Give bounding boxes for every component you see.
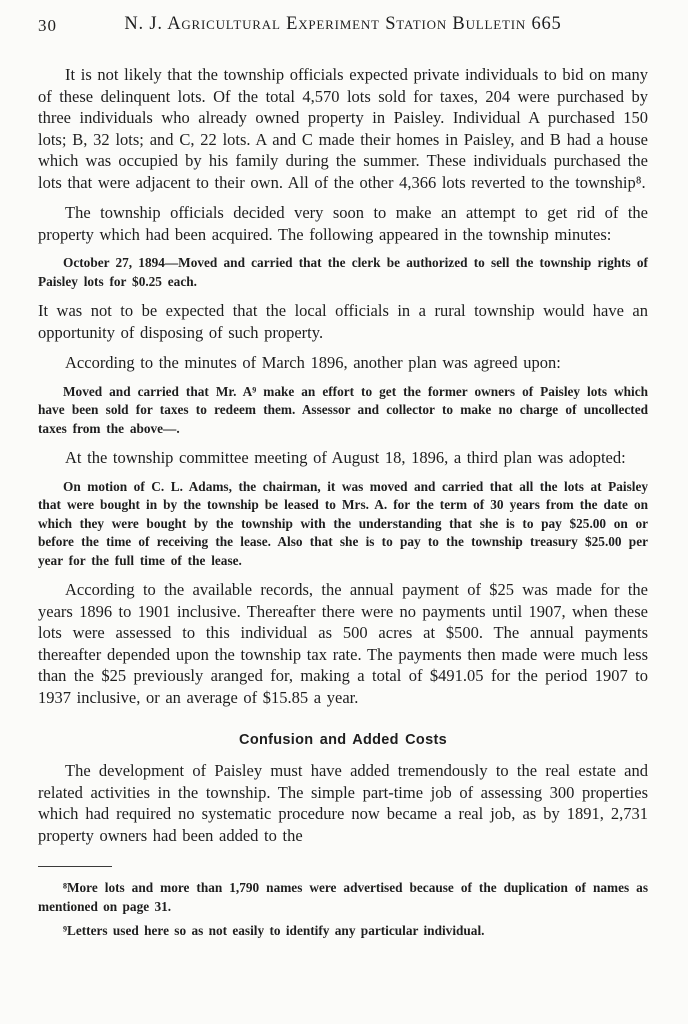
footnote-rule bbox=[38, 866, 112, 867]
paragraph-august-1896-plan: At the township committee meeting of August 18, 1896, a third plan was adopted: bbox=[65, 448, 626, 467]
running-title: N. J. Agricultural Experiment Station Bulletin 665 bbox=[124, 14, 562, 34]
paragraph-not-expected: It was not to be expected that the local officials in a rural township would have an opportunity of disposing of such property. bbox=[38, 301, 648, 342]
minutes-extract-1896-redeem: Moved and carried that Mr. A⁹ make an effort to get the former owners of Paisley lots which have been sold for taxes to redeem them. Assessor and collector to make no charge of uncollected taxes from the above—. bbox=[38, 383, 648, 436]
paragraph-march-1896-plan: According to the minutes of March 1896, another plan was agreed upon: bbox=[65, 353, 561, 372]
paragraph-delinquent-lots: It is not likely that the township officials expected private individuals to bid on many of these delinquent lots. Of the total 4,570 lots sold for taxes, 204 were purchased by three individuals who already owned property in Paisley. Individual A purchased 150 lots; B, 32 lots; and C, 22 lots. A and C made their homes in Paisley, and B had a house which was occupied by his family during the summer. These individuals purchased the lots that were adjacent to their own. All of the other 4,366 lots reverted to the township⁸. bbox=[38, 65, 648, 192]
paragraph-officials-decided: The township officials decided very soon to make an attempt to get rid of the property which had been acquired. The following appeared in the township minutes: bbox=[38, 203, 648, 244]
footnote-9: ⁹Letters used here so as not easily to identify any particular individual. bbox=[63, 923, 485, 938]
minutes-extract-1894: October 27, 1894—Moved and carried that the clerk be authorized to sell the township rights of Paisley lots for $0.25 each. bbox=[38, 255, 648, 289]
minutes-extract-lease: On motion of C. L. Adams, the chairman, it was moved and carried that all the lots at Paisley that were bought in by the township be leased to Mrs. A. for the term of 30 years from the date on which they were bought by the township with the understanding that she is to pay $25.00 on or before the time of receiving the lease. Also that she is to pay to the township treasury $25.00 per year for the full time of the lease. bbox=[38, 478, 648, 568]
footnote-8: ⁸More lots and more than 1,790 names were advertised because of the duplication of names as mentioned on page 31. bbox=[38, 880, 648, 914]
section-heading-confusion-and-added-costs: Confusion and Added Costs bbox=[239, 732, 447, 748]
paragraph-annual-payments: According to the available records, the annual payment of $25 was made for the years 1896 to 1901 inclusive. Thereafter there were no payments until 1907, when these lots were assessed to this individual as 500 acres at $500. The annual payments thereafter depended upon the township tax rate. The payments then made were much less than the $25 previously aranged for, making a total of $491.05 for the period 1907 to 1937 inclusive, or an average of $15.85 a year. bbox=[38, 580, 648, 707]
page-number: 30 bbox=[38, 16, 57, 35]
page-header bbox=[38, 14, 648, 40]
paragraph-development-of-paisley: The development of Paisley must have added tremendously to the real estate and related activities in the township. The simple part-time job of assessing 300 properties which had required no systematic procedure now became a real job, as by 1891, 2,731 property owners had been added to the bbox=[38, 761, 648, 845]
